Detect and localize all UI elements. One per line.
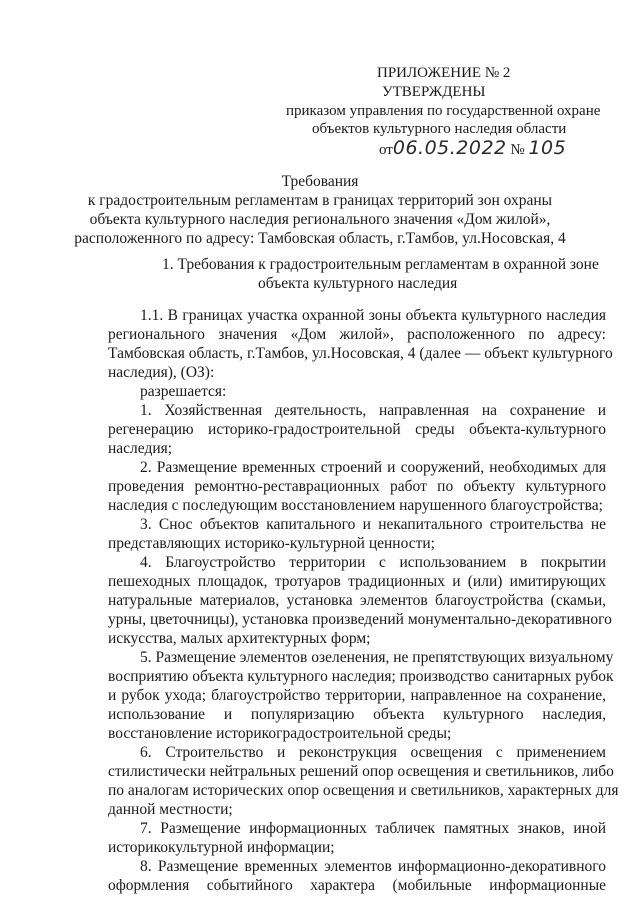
body-line: данной местности; <box>108 801 233 818</box>
handwritten-date: 06.05.2022 <box>392 137 507 159</box>
body-line: 3. Снос объектов капитального и некапитального строительства не <box>140 516 606 533</box>
body-line: восприятию объекта культурного наследия; производство санитарных рубок <box>108 668 614 685</box>
body-line: представляющих историко-культурной ценности; <box>108 535 435 552</box>
title-line-2: к градостроительным регламентам в границах территорий зон охраны <box>87 192 553 209</box>
body-line: наследия), (ОЗ): <box>108 364 215 381</box>
body-line: 1. Хозяйственная деятельность, направленная на сохранение и <box>140 402 606 419</box>
body-line: Тамбовская область, г.Тамбов, ул.Носовская, 4 (далее — объект культурного <box>108 345 613 362</box>
body-line: 2. Размещение временных строений и сооружений, необходимых для <box>140 459 606 476</box>
body-line: использование и популяризацию объекта культурного наследия, <box>108 706 606 723</box>
body-line: натуральные материалов, установка элементов благоустройства (скамьи, <box>108 592 606 609</box>
body-line: историкокультурной информации; <box>108 839 335 856</box>
body-line: искусства, малых архитектурных форм; <box>108 630 371 647</box>
date-prefix: от <box>379 142 393 158</box>
body-line: проведения ремонтно-реставрационных работ по объекту культурного <box>108 478 606 495</box>
order-line-2: объектов культурного наследия области <box>312 121 567 137</box>
body-line: 7. Размещение информационных табличек памятных знаков, иной <box>140 820 606 837</box>
body-line: наследия с последующим восстановлением нарушенного благоустройства; <box>108 497 603 514</box>
body-line: восстановление историкоградостроительной среды; <box>108 725 452 742</box>
number-prefix: № <box>510 142 525 158</box>
body-line: разрешается: <box>140 383 227 400</box>
handwritten-number: 105 <box>528 137 567 159</box>
body-line: урны, цветочницы), установка произведений монументально-декоративного <box>108 611 612 628</box>
title-line-3: объекта культурного наследия регионального значения «Дом жилой», <box>89 211 551 228</box>
body-line: оформления событийного характера (мобильные информационные <box>108 877 606 894</box>
order-date-line <box>379 139 566 159</box>
body-line: регенерацию историко-градостроительной среды объекта-культурного <box>108 421 606 438</box>
body-line: наследия; <box>108 440 173 457</box>
section-heading-line-2: объекта культурного наследия <box>258 275 458 292</box>
body-line: 4. Благоустройство территории с использованием в покрытии <box>140 554 606 571</box>
title-line-4: расположенного по адресу: Тамбовская область, г.Тамбов, ул.Носовская, 4 <box>74 230 566 247</box>
body-line: по аналогам исторических опор освещения и светильников, характерных для <box>108 782 619 799</box>
body-line: пешеходных площадок, тротуаров традиционных и (или) имитирующих <box>108 573 606 590</box>
body-line: 6. Строительство и реконструкция освещения с применением <box>140 744 606 761</box>
body-line: стилистически нейтральных решений опор освещения и светильников, либо <box>108 763 614 780</box>
body-line: 8. Размещение временных элементов информационно-декоративного <box>140 858 606 875</box>
section-heading-line-1: 1. Требования к градостроительным регламентам в охранной зоне <box>162 256 599 273</box>
title-line-1: Требования <box>281 173 359 190</box>
approved-label: УТВЕРЖДЕНЫ <box>382 84 486 100</box>
body-line: регионального значения «Дом жилой», расположенного по адресу: <box>108 326 606 343</box>
body-line: и рубок ухода; благоустройство территории, направленное на сохранение, <box>108 687 606 704</box>
body-line: 1.1. В границах участка охранной зоны объекта культурного наследия <box>140 307 606 324</box>
appendix-label: ПРИЛОЖЕНИЕ № 2 <box>377 65 511 81</box>
order-line-1: приказом управления по государственной охране <box>286 103 601 119</box>
body-line: 5. Размещение элементов озеленения, не препятствующих визуальному <box>140 649 614 666</box>
